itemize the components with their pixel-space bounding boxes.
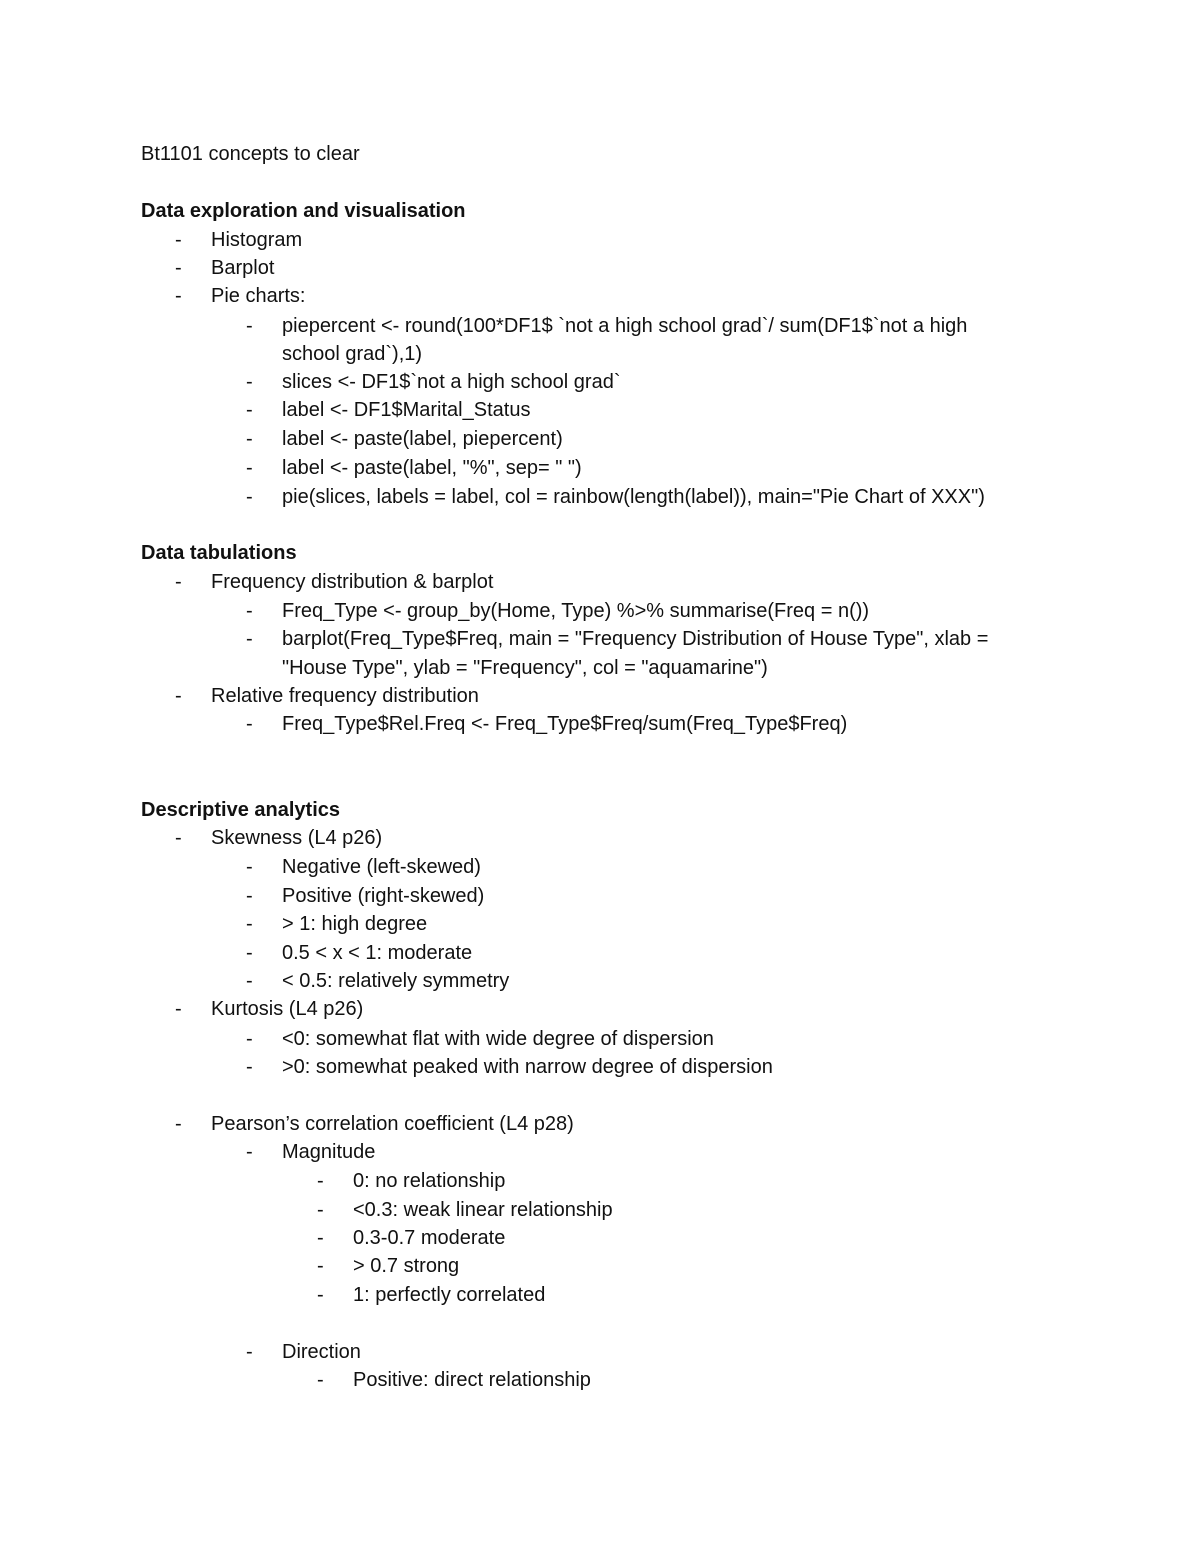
code-line: label <- paste(label, piepercent) xyxy=(282,428,563,450)
bullet-dash: - xyxy=(246,399,253,421)
bullet-dash: - xyxy=(246,315,253,337)
bullet-dash: - xyxy=(246,1341,253,1363)
list-item: Kurtosis (L4 p26) xyxy=(211,998,364,1020)
document-title: Bt1101 concepts to clear xyxy=(141,143,360,165)
list-item: Positive: direct relationship xyxy=(353,1369,591,1391)
code-line: Freq_Type$Rel.Freq <- Freq_Type$Freq/sum(Freq_Type$Freq) xyxy=(282,713,848,735)
list-item: Relative frequency distribution xyxy=(211,685,479,707)
list-item: Barplot xyxy=(211,257,275,279)
bullet-dash: - xyxy=(175,229,182,251)
list-item: Frequency distribution & barplot xyxy=(211,571,494,593)
bullet-dash: - xyxy=(175,285,182,307)
list-item: Magnitude xyxy=(282,1141,376,1163)
code-line: label <- DF1$Marital_Status xyxy=(282,399,531,421)
bullet-dash: - xyxy=(246,600,253,622)
list-item: Positive (right-skewed) xyxy=(282,885,485,907)
list-item: < 0.5: relatively symmetry xyxy=(282,970,510,992)
bullet-dash: - xyxy=(317,1170,324,1192)
code-line: slices <- DF1$`not a high school grad` xyxy=(282,371,621,393)
code-line: Freq_Type <- group_by(Home, Type) %>% summarise(Freq = n()) xyxy=(282,600,870,622)
bullet-dash: - xyxy=(175,571,182,593)
list-item: <0: somewhat flat with wide degree of dispersion xyxy=(282,1028,714,1050)
section-heading: Data tabulations xyxy=(141,542,297,564)
bullet-dash: - xyxy=(246,713,253,735)
list-item: Skewness (L4 p26) xyxy=(211,827,383,849)
list-item: 0.3-0.7 moderate xyxy=(353,1227,506,1249)
list-item: Pie charts: xyxy=(211,285,306,307)
bullet-dash: - xyxy=(246,856,253,878)
bullet-dash: - xyxy=(246,457,253,479)
code-line: label <- paste(label, "%", sep= " ") xyxy=(282,457,582,479)
bullet-dash: - xyxy=(246,628,253,650)
list-item: 1: perfectly correlated xyxy=(353,1284,546,1306)
section-heading: Descriptive analytics xyxy=(141,799,340,821)
bullet-dash: - xyxy=(246,913,253,935)
code-line-continuation: "House Type", ylab = "Frequency", col = "aquamarine") xyxy=(282,657,768,679)
code-line: piepercent <- round(100*DF1$ `not a high school grad`/ sum(DF1$`not a high xyxy=(282,315,968,337)
bullet-dash: - xyxy=(246,371,253,393)
bullet-dash: - xyxy=(175,257,182,279)
bullet-dash: - xyxy=(246,885,253,907)
list-item: Direction xyxy=(282,1341,361,1363)
bullet-dash: - xyxy=(246,1056,253,1078)
bullet-dash: - xyxy=(317,1369,324,1391)
bullet-dash: - xyxy=(317,1227,324,1249)
list-item: Histogram xyxy=(211,229,303,251)
bullet-dash: - xyxy=(317,1255,324,1277)
list-item: > 1: high degree xyxy=(282,913,428,935)
bullet-dash: - xyxy=(175,998,182,1020)
bullet-dash: - xyxy=(175,1113,182,1135)
bullet-dash: - xyxy=(246,486,253,508)
list-item: <0.3: weak linear relationship xyxy=(353,1199,613,1221)
list-item: > 0.7 strong xyxy=(353,1255,460,1277)
list-item: >0: somewhat peaked with narrow degree of dispersion xyxy=(282,1056,773,1078)
bullet-dash: - xyxy=(175,827,182,849)
list-item: Negative (left-skewed) xyxy=(282,856,481,878)
list-item: 0: no relationship xyxy=(353,1170,506,1192)
bullet-dash: - xyxy=(246,942,253,964)
bullet-dash: - xyxy=(246,970,253,992)
code-line: barplot(Freq_Type$Freq, main = "Frequency Distribution of House Type", xlab = xyxy=(282,628,989,650)
bullet-dash: - xyxy=(175,685,182,707)
bullet-dash: - xyxy=(246,428,253,450)
code-line-continuation: school grad`),1) xyxy=(282,343,423,365)
bullet-dash: - xyxy=(246,1141,253,1163)
list-item: Pearson’s correlation coefficient (L4 p28) xyxy=(211,1113,574,1135)
bullet-dash: - xyxy=(317,1284,324,1306)
list-item: 0.5 < x < 1: moderate xyxy=(282,942,473,964)
bullet-dash: - xyxy=(246,1028,253,1050)
code-line: pie(slices, labels = label, col = rainbow(length(label)), main="Pie Chart of XXX") xyxy=(282,486,985,508)
bullet-dash: - xyxy=(317,1199,324,1221)
section-heading: Data exploration and visualisation xyxy=(141,200,466,222)
